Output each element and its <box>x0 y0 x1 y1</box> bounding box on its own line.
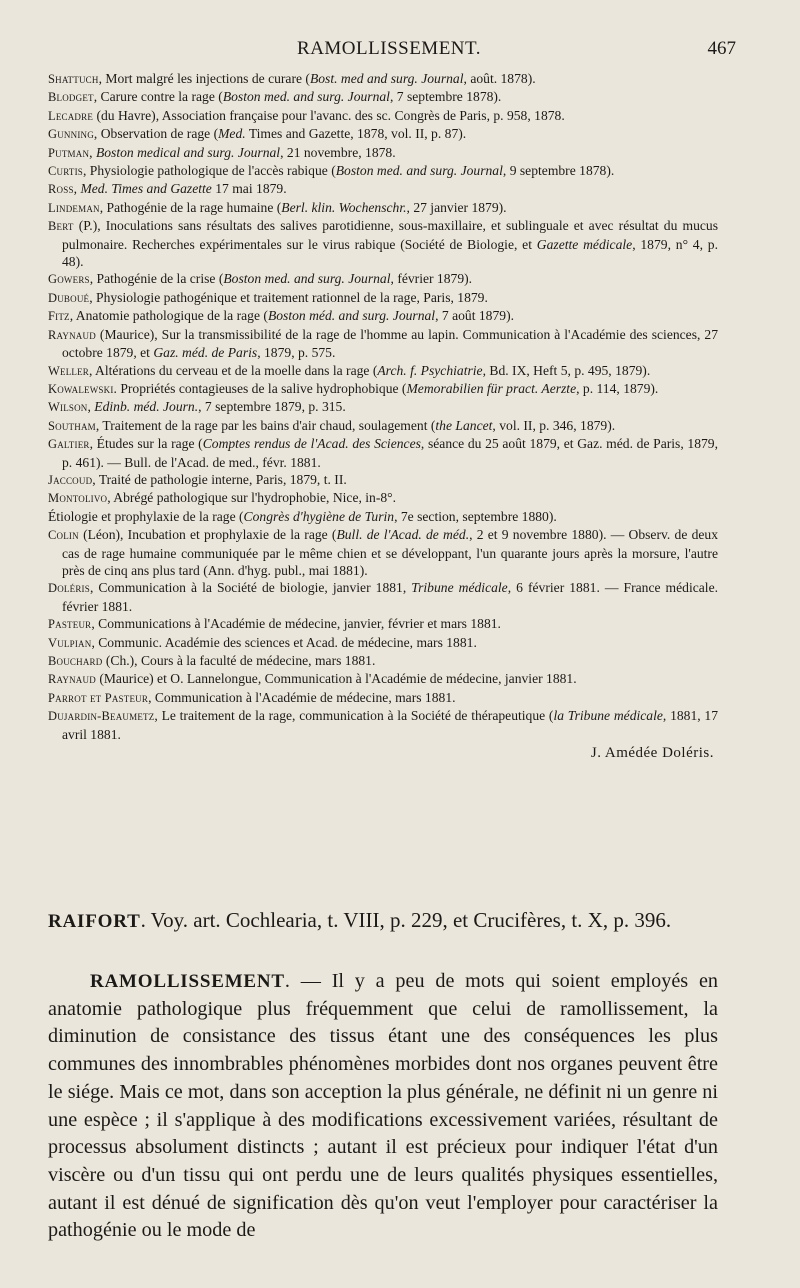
bibliography-author: Dujardin-Beaumetz <box>48 709 155 724</box>
bibliography-author: Fitz <box>48 309 70 324</box>
bibliography-text: , Anatomie pathologique de la rage ( <box>69 308 268 324</box>
bibliography-author: Gunning <box>48 127 94 142</box>
bibliography-tail: , 2 et 9 novembre 1880). — Observ. de deux cas de rage humaine communiquée par le même chien et se développant, l'un quarante jours après la morsure, l'autre près de cinq ans plus tard (Ann. d'hyg. publ., mai 1881). <box>62 527 719 578</box>
bibliography-text: , <box>89 144 96 160</box>
bibliography-text: , Pathogénie de la rage humaine ( <box>99 199 282 215</box>
bibliography-title: Med. Times and Gazette <box>80 181 212 197</box>
bibliography-entry <box>48 489 718 507</box>
bibliography-text: (Maurice), Sur la transmissibilité de la rage de l'homme au lapin. Communication à l'Académie des sciences, 27 octobre 1879, et <box>62 326 718 361</box>
bibliography-tail: , 27 janvier 1879). <box>406 199 507 215</box>
bibliography-entry <box>48 615 718 633</box>
bibliography-text: , Le traitement de la rage, communication à la Société de thérapeutique ( <box>154 708 554 724</box>
bibliography-title: Med. <box>218 126 246 142</box>
bibliography-text: , Pathogénie de la crise ( <box>89 271 224 287</box>
bibliography-tail: , vol. II, p. 346, 1879). <box>492 417 616 433</box>
bibliography-title: Boston méd. and surg. Journal <box>267 308 436 324</box>
bibliography-text: , Physiologie pathologique de l'accès rabique ( <box>83 163 336 179</box>
raifort-heading: RAIFORT <box>48 911 141 932</box>
bibliography-author: Lecadre <box>48 108 94 123</box>
bibliography-entry <box>48 162 718 180</box>
bibliography-entry <box>48 652 718 670</box>
bibliography-entry <box>48 125 718 143</box>
bibliography-text: , Communications à l'Académie de médecine, janvier, février et mars 1881. <box>91 616 501 632</box>
bibliography-title: Gazette médicale <box>536 236 633 252</box>
bibliography-author: Weller <box>48 363 89 378</box>
bibliography-title: Memorabilien für pract. Aerzte <box>406 380 577 396</box>
bibliography-text: , Traitement de la rage par les bains d'air chaud, soulagement ( <box>95 417 436 433</box>
ramollissement-article <box>48 968 718 1245</box>
bibliography-entry <box>48 199 718 217</box>
bibliography-entry <box>48 144 718 162</box>
bibliography-entry <box>48 417 718 435</box>
bibliography-entry <box>48 471 718 489</box>
bibliography-entry <box>48 707 718 743</box>
bibliography-text: , Physiologie pathogénique et traitement rationnel de la rage, Paris, 1879. <box>89 289 488 305</box>
bibliography-title: the Lancet <box>435 417 493 433</box>
bibliography-title: Arch. f. Psychiatrie <box>377 362 483 378</box>
bibliography-title: Bost. med and surg. Journal <box>309 71 464 86</box>
bibliography-title: la Tribune médicale <box>553 708 663 724</box>
bibliography-text: (Léon), Incubation et prophylaxie de la rage ( <box>78 527 337 543</box>
bibliography-title: Bull. de l'Acad. de méd. <box>336 527 470 543</box>
bibliography-tail: , 1881, 17 avril 1881. <box>62 708 719 742</box>
bibliography-tail: , 7 septembre 1879, p. 315. <box>198 399 346 415</box>
bibliography-text: , Observation de rage ( <box>93 126 219 142</box>
bibliography-author: Bert <box>48 219 74 234</box>
bibliography-author: Shattuch <box>48 72 99 86</box>
bibliography-title: Boston med. and surg. Journal <box>222 89 390 105</box>
bibliography-author: Lindeman <box>48 200 100 215</box>
bibliography-entry <box>48 270 718 288</box>
bibliography-entry <box>48 70 718 88</box>
bibliography-text: , Études sur la rage ( <box>89 436 203 452</box>
bibliography-entry <box>48 526 718 579</box>
running-title: RAMOLLISSEMENT. <box>297 38 481 59</box>
bibliography-author: Duboué <box>48 290 90 305</box>
bibliography-text: , Communication à l'Académie de médecine, mars 1881. <box>148 689 456 705</box>
bibliography-entry <box>48 398 718 416</box>
bibliography-author: Blodget <box>48 90 94 105</box>
bibliography-title: Boston med. and surg. Journal <box>335 163 503 179</box>
bibliography-text: (Maurice) et O. Lannelongue, Communication à l'Académie de médecine, janvier 1881. <box>95 671 577 687</box>
bibliography-text: , <box>87 399 95 415</box>
bibliography-text: , Communication à la Société de biologie, janvier 1881, <box>89 580 412 596</box>
bibliography-text: (du Havre), Association française pour l'avanc. des sc. Congrès de Paris, p. 958, 1878. <box>93 107 565 123</box>
bibliography-text: , Carure contre la rage ( <box>93 89 223 105</box>
bibliography-entry <box>48 107 718 125</box>
bibliography-title: Boston med. and surg. Journal <box>223 271 391 287</box>
ramollissement-heading: RAMOLLISSEMENT <box>90 971 285 992</box>
bibliography-author: Curtis <box>48 164 83 179</box>
bibliography-tail: , 21 novembre, 1878. <box>280 144 396 160</box>
bibliography-entry <box>48 326 718 362</box>
bibliography-author: Gowers <box>48 272 90 287</box>
running-header <box>48 38 736 64</box>
bibliography-entry <box>48 88 718 106</box>
bibliography-title: Boston medical and surg. Journal <box>95 144 281 160</box>
bibliography-text: Étiologie et prophylaxie de la rage ( <box>48 508 244 524</box>
bibliography-text: . Propriétés contagieuses de la salive hydrophobique ( <box>113 380 407 396</box>
bibliography-text: (Ch.), Cours à la faculté de médecine, mars 1881. <box>102 653 376 668</box>
bibliography-tail: , 7 août 1879). <box>435 308 515 324</box>
bibliography-author: Ross <box>48 182 74 197</box>
bibliography-entry <box>48 289 718 307</box>
bibliography-text: , Communic. Académie des sciences et Acad. de médecine, mars 1881. <box>91 634 477 650</box>
bibliography-author: Galtier <box>48 437 90 452</box>
signature: J. Amédée Doléris. <box>590 745 714 762</box>
bibliography-entry <box>48 362 718 380</box>
bibliography-entry <box>48 307 718 325</box>
bibliography-author: Pasteur <box>48 617 92 632</box>
bibliography-text: , <box>73 181 81 197</box>
bibliography-entry <box>48 670 718 688</box>
bibliography-tail: , Bd. IX, Heft 5, p. 495, 1879). <box>482 362 651 378</box>
bibliography-tail: , août. 1878). <box>463 71 536 86</box>
bibliography-entry <box>48 634 718 652</box>
raifort-entry <box>48 906 718 936</box>
bibliography-tail: , 7e section, septembre 1880). <box>394 508 557 524</box>
bibliography-title: Gaz. méd. de Paris <box>153 345 258 361</box>
bibliography-tail: , 9 septembre 1878). <box>502 163 615 179</box>
bibliography-author: Jaccoud <box>48 472 93 487</box>
bibliography-title: Congrès d'hygiène de Turin <box>243 508 395 524</box>
bibliography-text: , Altérations du cerveau et de la moelle dans la rage ( <box>89 362 378 378</box>
bibliography-author: Kowalewski <box>48 381 114 396</box>
bibliography-text: (P.), Inoculations sans résultats des salives parotidienne, sous-maxillaire, et sublinguale et avec résultat du mucus pulmonaire. Recherches expérimentales sur le virus rabique (Société de Biologie, et <box>62 218 718 252</box>
bibliography-author: Bouchard <box>48 654 103 668</box>
bibliography-author: Wilson <box>48 400 88 415</box>
bibliography-entry <box>48 579 718 615</box>
bibliography-author: Montolivo <box>48 491 108 506</box>
ramollissement-text: . — Il y a peu de mots qui soient employés en anatomie pathologique plus fréquemment que celui de ramollissement, la diminution de consistance des tissus étant une des conséquences les plus communes des innombrables phénomènes morbides dont nos organes peuvent être le siége. Mais ce mot, dans son acception la plus générale, ne définit ni un genre ni une espèce ; il s'applique à des modifications excessivement variées, résultant de processus absolument distincts ; autant il est précieux pour indiquer l'état d'un viscère ou d'un tissu qui ont perdu une de leurs qualités physiques essentielles, autant il est dénué de signification dès qu'on veut l'employer pour caractériser la pathogénie ou le mode de <box>48 970 718 1242</box>
bibliography-entry <box>48 380 718 398</box>
bibliography-tail: , séance du 25 août 1879, et Gaz. méd. de Paris, 1879, p. 461). — Bull. de l'Acad. de med., févr. 1881. <box>62 436 718 470</box>
bibliography-text: , Mort malgré les injections de curare ( <box>98 71 310 86</box>
bibliography-author: Colin <box>48 528 79 543</box>
bibliography-title: Comptes rendus de l'Acad. des Sciences <box>202 436 421 452</box>
bibliography-tail: , 6 février 1881. — France médicale. février 1881. <box>62 580 719 614</box>
raifort-text: . Voy. art. Cochlearia, t. VIII, p. 229, et Crucifères, t. X, p. 396. <box>140 908 672 932</box>
bibliography-tail: 17 mai 1879. <box>211 181 287 197</box>
bibliography-tail: , février 1879). <box>390 271 473 287</box>
bibliography-author: Raynaud <box>48 327 96 342</box>
bibliography-tail: , p. 114, 1879). <box>576 380 659 396</box>
bibliography-entry <box>48 217 718 270</box>
bibliography-tail: , 1879, p. 575. <box>257 345 336 361</box>
bibliography-text: , Traité de pathologie interne, Paris, 1879, t. II. <box>92 471 347 487</box>
bibliography <box>48 70 718 762</box>
bibliography-tail: , 1879, n° 4, p. 48). <box>62 236 718 270</box>
bibliography-title: Edinb. méd. Journ. <box>94 399 199 415</box>
bibliography-author: Raynaud <box>48 672 96 687</box>
bibliography-entry <box>48 180 718 198</box>
bibliography-title: Tribune médicale <box>411 580 508 596</box>
bibliography-author: Southam <box>48 418 96 433</box>
page-number: 467 <box>707 38 736 59</box>
bibliography-entry <box>48 435 718 471</box>
bibliography-author: Parrot et Pasteur <box>48 690 149 705</box>
bibliography-tail: Times and Gazette, 1878, vol. II, p. 87). <box>245 126 467 142</box>
bibliography-author: Putman <box>48 145 90 160</box>
bibliography-author: Vulpian <box>48 635 92 650</box>
bibliography-entry <box>48 508 718 526</box>
bibliography-text: , Abrégé pathologique sur l'hydrophobie, Nice, in-8°. <box>107 490 397 506</box>
bibliography-tail: , 7 septembre 1878). <box>389 89 502 105</box>
bibliography-title: Berl. klin. Wochenschr. <box>281 199 407 215</box>
bibliography-author: Doléris <box>48 581 90 596</box>
bibliography-entry <box>48 689 718 707</box>
